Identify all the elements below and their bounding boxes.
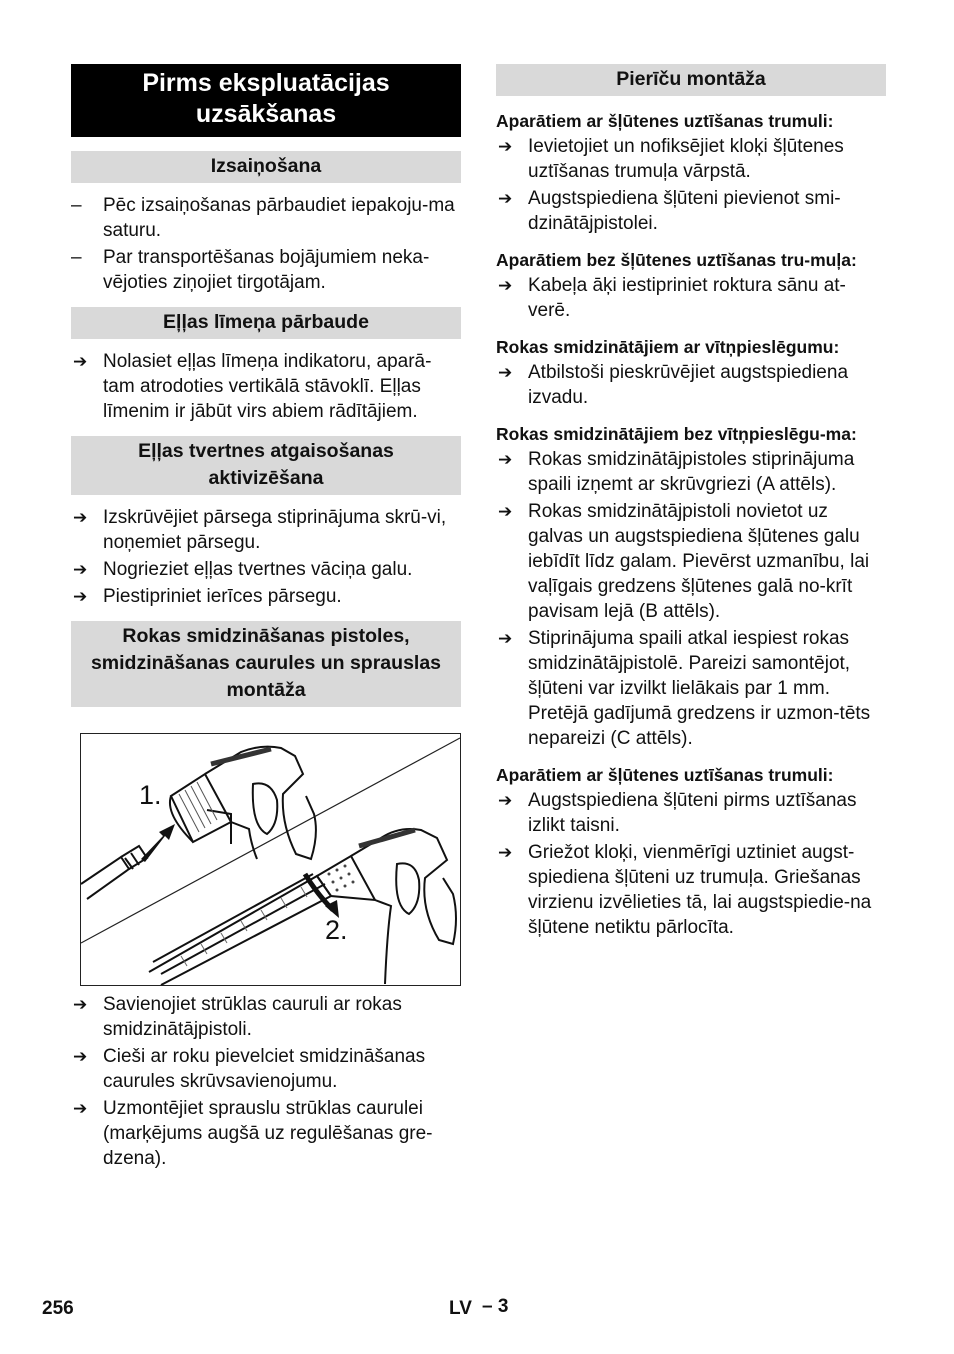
subheading-hose-reel: Aparātiem ar šļūtenes uztīšanas trumuli: [496,111,834,131]
arrow-icon: ➔ [73,508,88,527]
oil-vent-list [71,505,461,609]
arrow-icon: ➔ [498,629,513,648]
list-item: ➔ Cieši ar roku pievelciet smidzināšanas caurules skrūvsavienojumu. [73,1046,426,1092]
section-heading-oil-level: Eļļas līmeņa pārbaude [71,307,461,339]
left-column [71,64,461,1183]
arrow-icon: ➔ [498,502,513,521]
list-item: ➔ Ievietojiet un nofiksējiet kloķi šļūtenes uztīšanas trumuļa vārpstā. [498,136,844,182]
list-item: ➔ Rokas smidzinātājpistoles stiprinājuma spaili izņemt ar skrūvgriezi (A attēls). [498,449,855,495]
list-item: ➔ Stiprinājuma spaili atkal iespiest rokas smidzinātājpistolē. Pareizi samontējot, šļūteni var izvilkt lielākais par 1 mm. Pretējā gadījumā gredzens ir uzmon-tēts nepareizi (C attēls). [498,628,871,749]
list-item: ➔ Griežot kloķi, vienmērīgi uztiniet augst-spiediena šļūteni uz trumuļa. Griešanas virzienu izvēlieties tā, lai augstspiedie-na šļūtene netiktu pārlocīta. [498,842,872,938]
right-column [496,64,886,952]
list-item: ➔ Nolasiet eļļas līmeņa indikatoru, aparā-tam atrodoties vertikālā stāvoklī. Eļļas līmenim ir jābūt virs abiem rādītājiem. [73,351,432,422]
arrow-icon: ➔ [73,1099,88,1118]
arrow-icon: ➔ [498,189,513,208]
list-item: ➔ Augstspiediena šļūteni pirms uztīšanas izlikt taisni. [498,790,857,836]
dash-marker: – [71,195,82,216]
oil-level-list [71,349,461,424]
arrow-icon: ➔ [498,843,513,862]
dash-marker: – [71,247,82,268]
section-heading-accessories: Pierīču montāža [496,64,886,96]
language-code: LV [449,1298,472,1319]
subheading-non-threaded-gun: Rokas smidzinātājiem bez vītņpieslēgu-ma: [496,424,857,444]
section-page-number: – 3 [482,1296,509,1317]
list-item: ➔ Atbilstoši pieskrūvējiet augstspiediena izvadu. [498,362,849,408]
unpacking-list [71,193,461,295]
step-1-label: 1. [139,780,162,810]
spray-gun-drawing [81,734,460,985]
subheading-hose-reel-winding: Aparātiem ar šļūtenes uztīšanas trumuli: [496,765,834,785]
non-threaded-gun-list [496,447,886,751]
arrow-icon: ➔ [73,1047,88,1066]
list-item: ➔ Augstspiediena šļūteni pievienot smi-dzinātājpistolei. [498,188,841,234]
gun-assembly-list [71,992,461,1171]
list-item: ➔ Savienojiet strūklas cauruli ar rokas smidzinātājpistoli. [73,994,402,1040]
step-2-label: 2. [325,915,348,945]
section-heading-gun-assembly: Rokas smidzināšanas pistoles, smidzināšanas caurules un sprauslas montāža [71,621,461,707]
threaded-gun-list [496,360,886,410]
section-heading-unpacking: Izsaiņošana [71,151,461,183]
no-hose-reel-list [496,273,886,323]
page-number: 256 [42,1298,74,1319]
arrow-icon: ➔ [498,791,513,810]
section-heading-oil-vent: Eļļas tvertnes atgaisošanas aktivizēšana [71,436,461,495]
subheading-no-hose-reel: Aparātiem bez šļūtenes uztīšanas tru-muļa: [496,250,857,270]
list-item: ➔ Uzmontējiet sprauslu strūklas caurulei (marķējums augšā uz regulēšanas gre-dzena). [73,1098,433,1169]
hose-reel-winding-list [496,788,886,940]
arrow-icon: ➔ [73,587,88,606]
subheading-threaded-gun: Rokas smidzinātājiem ar vītņpieslēgumu: [496,337,840,357]
arrow-icon: ➔ [73,995,88,1014]
assembly-illustration [80,733,461,986]
list-item: ➔ Kabeļa āķi iestipriniet roktura sānu at-verē. [498,275,846,321]
list-item: ➔ Rokas smidzinātājpistoli novietot uz galvas un augstspiediena šļūtenes galu iebīdīt līdz galam. Pievērst uzmanību, lai vaļīgais gredzens šļūtenes galā no-krīt pavisam lejā (B attēls). [498,501,870,622]
arrow-icon: ➔ [498,450,513,469]
hose-reel-list [496,134,886,236]
arrow-icon: ➔ [498,363,513,382]
list-item: ➔ Izskrūvējiet pārsega stiprinājuma skrū-vi, noņemiet pārsegu. [73,507,447,553]
list-item: – Pēc izsaiņošanas pārbaudiet iepakoju-ma saturu. [71,195,455,241]
list-item: ➔ Piestipriniet ierīces pārsegu. [73,586,342,607]
page-title: Pirms ekspluatācijas uzsākšanas [71,64,461,137]
arrow-icon: ➔ [73,560,88,579]
list-item: ➔ Nogrieziet eļļas tvertnes vāciņa galu. [73,559,413,580]
arrow-icon: ➔ [498,137,513,156]
arrow-icon: ➔ [498,276,513,295]
list-item: – Par transportēšanas bojājumiem neka-vējoties ziņojiet tirgotājam. [71,247,430,293]
arrow-icon: ➔ [73,352,88,371]
